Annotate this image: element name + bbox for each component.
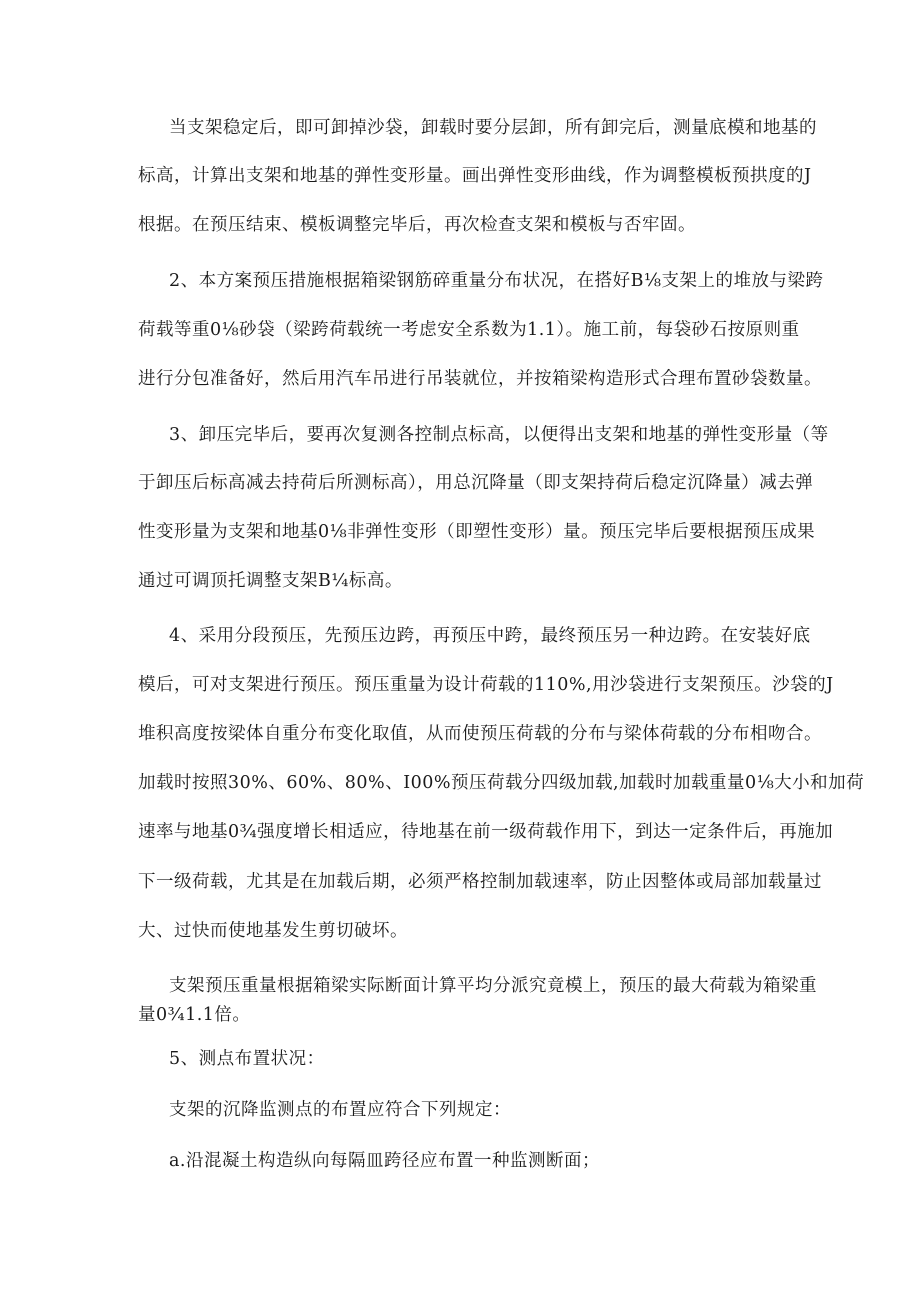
paragraph-3-line-1: 3、卸压完毕后，要再次复测各控制点标高，以便得出支架和地基的弹性变形量（等 bbox=[169, 425, 829, 445]
section-5-heading: 5、测点布置状况： bbox=[169, 1049, 325, 1069]
paragraph-3-line-3: 性变形量为支架和地基0⅛非弹性变形（即塑性变形）量。预压完毕后要根据预压成果 bbox=[138, 522, 816, 542]
paragraph-4-line-3: 堆积高度按梁体自重分布变化取值，从而使预压荷载的分布与梁体荷载的分布相吻合。 bbox=[138, 724, 822, 744]
paragraph-1-line-3: 根据。在预压结束、模板调整完毕后，再次检查支架和模板与否牢固。 bbox=[138, 215, 696, 235]
paragraph-1-line-2: 标高，计算出支架和地基的弹性变形量。画出弹性变形曲线，作为调整模板预拱度的J bbox=[138, 166, 812, 186]
paragraph-2-line-1: 2、本方案预压措施根据箱梁钢筋碎重量分布状况，在搭好B⅛支架上的堆放与梁跨 bbox=[169, 271, 824, 291]
paragraph-2-line-2: 荷载等重0⅛砂袋（梁跨荷载统一考虑安全系数为1.1）。施工前，每袋砂石按原则重 bbox=[138, 320, 800, 340]
paragraph-4-line-6: 下一级荷载，尤其是在加载后期，必须严格控制加载速率，防止因整体或局部加载量过 bbox=[138, 872, 822, 892]
paragraph-4-line-7: 大、过快而使地基发生剪切破坏。 bbox=[138, 921, 408, 941]
paragraph-3-line-2: 于卸压后标高减去持荷后所测标高），用总沉降量（即支架持荷后稳定沉降量）减去弹 bbox=[138, 473, 814, 493]
paragraph-4-line-2: 模后，可对支架进行预压。预压重量为设计荷载的110%,用沙袋进行支架预压。沙袋的J bbox=[138, 675, 834, 695]
paragraph-2-line-3: 进行分包准备好，然后用汽车吊进行吊装就位，并按箱梁构造形式合理布置砂袋数量。 bbox=[138, 369, 822, 389]
paragraph-4-line-5: 速率与地基0¾强度增长相适应，待地基在前一级荷载作用下，到达一定条件后，再施加 bbox=[138, 822, 834, 842]
monitoring-rule-a: a.沿混凝土构造纵向每隔皿跨径应布置一种监测断面； bbox=[169, 1151, 600, 1171]
paragraph-5-line-1: 支架预压重量根据箱梁实际断面计算平均分派究竟模上，预压的最大荷载为箱梁重 bbox=[169, 976, 817, 996]
monitoring-rule-intro: 支架的沉降监测点的布置应符合下列规定： bbox=[169, 1100, 511, 1120]
paragraph-4-line-4: 加载时按照30%、60%、80%、I00%预压荷载分四级加载,加载时加载重量0⅛大小和加荷 bbox=[138, 773, 865, 793]
paragraph-3-line-4: 通过可调顶托调整支架B¼标高。 bbox=[138, 571, 403, 591]
paragraph-1-line-1: 当支架稳定后，即可卸掉沙袋，卸载时要分层卸，所有卸完后，测量底模和地基的 bbox=[169, 118, 817, 138]
paragraph-5-line-2: 量0¾1.1倍。 bbox=[138, 1005, 251, 1025]
paragraph-4-line-1: 4、采用分段预压，先预压边跨，再预压中跨，最终预压另一种边跨。在安装好底 bbox=[169, 626, 811, 646]
